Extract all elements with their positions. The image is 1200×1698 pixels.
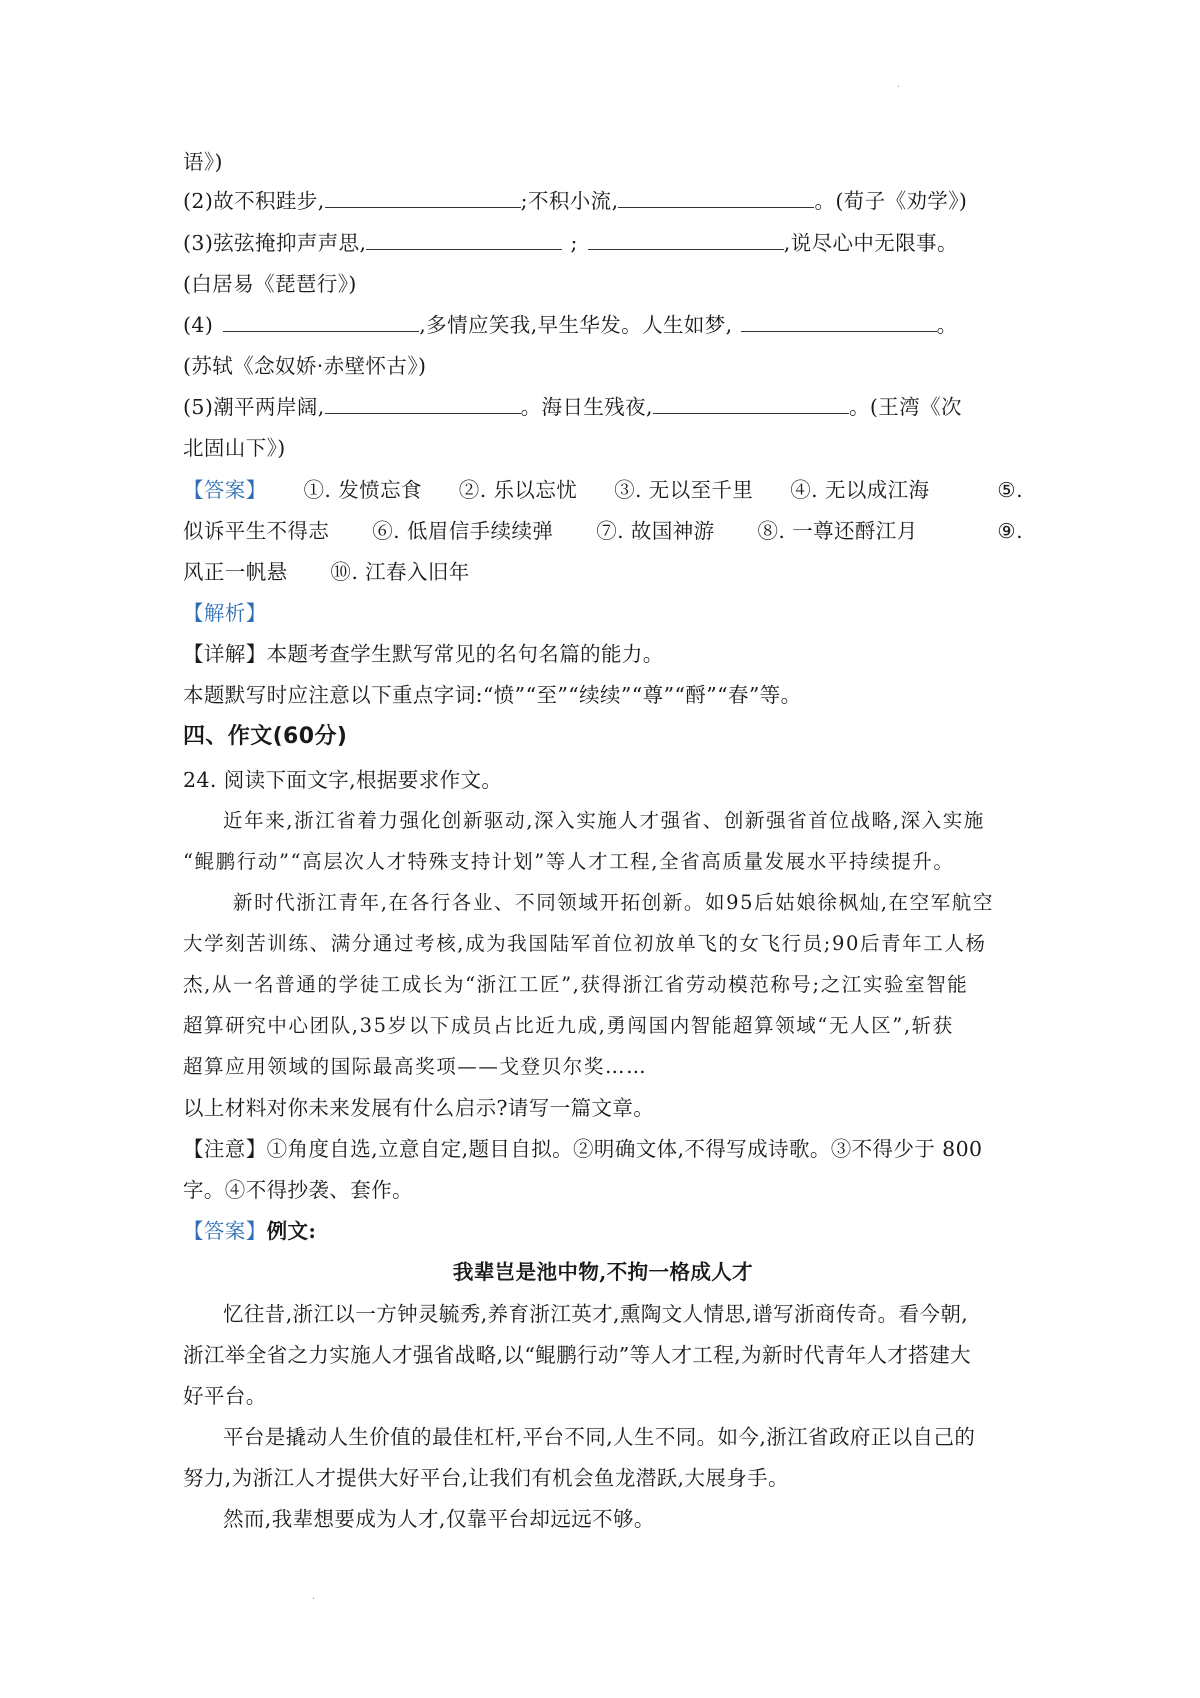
answer-blank[interactable] xyxy=(653,397,849,414)
material-line: 超算应用领域的国际最高奖项——戈登贝尔奖…… xyxy=(183,1055,648,1078)
text-line: 语》) xyxy=(183,150,223,174)
question-2: (2)故不积跬步, ;不积小流, 。(荀子《劝学》) xyxy=(183,189,968,213)
answer-item: ⑦. 故国神游 xyxy=(596,519,715,543)
answer-blank[interactable] xyxy=(325,397,521,414)
writing-prompt: 以上材料对你未来发展有什么启示?请写一篇文章。 xyxy=(183,1096,655,1120)
answer-tag: 【答案】 xyxy=(183,478,267,502)
answer-item: ⑧. 一尊还酹江月 xyxy=(757,519,918,543)
answer-item: 风正一帆悬 xyxy=(183,560,288,584)
essay-line: 浙江举全省之力实施人才强省战略,以“鲲鹏行动”等人才工程,为新时代青年人才搭建大 xyxy=(183,1343,971,1367)
analysis-tag: 【解析】 xyxy=(183,601,267,625)
material-line: “鲲鹏行动”“高层次人才特殊支持计划”等人才工程,全省高质量发展水平持续提升。 xyxy=(183,850,955,873)
question-4: (4) ,多情应笑我,早生华发。人生如梦, 。 xyxy=(183,313,958,337)
answer-blank[interactable] xyxy=(223,315,419,332)
section-heading: 四、作文(60分) xyxy=(183,724,348,749)
essay-line: 努力,为浙江人才提供大好平台,让我们有机会鱼龙潜跃,大展身手。 xyxy=(183,1466,789,1490)
answer-item: ①. 发愤忘食 xyxy=(303,478,422,502)
answer-blank[interactable] xyxy=(741,315,937,332)
answer-item: ⑥. 低眉信手续续弹 xyxy=(372,519,554,543)
answer-blank[interactable] xyxy=(588,233,784,250)
answer-item: ②. 乐以忘忧 xyxy=(458,478,578,502)
answer-blank[interactable] xyxy=(325,191,521,208)
source-line: 北固山下》) xyxy=(183,436,286,460)
answer-row-3 xyxy=(183,558,470,586)
answer-item: ⑩. 江春入旧年 xyxy=(330,560,470,584)
essay-line: 平台是撬动人生价值的最佳杠杆,平台不同,人生不同。如今,浙江省政府正以自己的 xyxy=(223,1425,976,1449)
answer-item: ⑨. xyxy=(997,519,1023,543)
example-label: 例文: xyxy=(266,1219,317,1243)
scan-speck-top: · xyxy=(897,82,901,93)
answer-row-1 xyxy=(183,476,1023,504)
answer-blank[interactable] xyxy=(366,233,562,250)
material-line: 大学刻苦训练、满分通过考核,成为我国陆军首位初放单飞的女飞行员;90后青年工人杨 xyxy=(183,932,987,955)
answer-tag: 【答案】 xyxy=(183,1219,267,1243)
essay-title: 我辈岂是池中物,不拘一格成人才 xyxy=(452,1260,754,1284)
notice-line: 【注意】①角度自选,立意自定,题目自拟。②明确文体,不得写成诗歌。③不得少于 800 xyxy=(183,1137,983,1161)
answer-item: ③. 无以至千里 xyxy=(614,478,754,502)
essay-line: 好平台。 xyxy=(183,1384,267,1408)
analysis-detail: 【详解】本题考查学生默写常见的名句名篇的能力。 xyxy=(183,642,664,666)
answer-row-2 xyxy=(183,517,1023,545)
essay-line: 然而,我辈想要成为人才,仅靠平台却远远不够。 xyxy=(223,1507,655,1531)
question-5: (5)潮平两岸阔, 。海日生残夜, 。(王湾《次 xyxy=(183,395,962,419)
material-line: 杰,从一名普通的学徒工成长为“浙江工匠”,获得浙江省劳动模范称号;之江实验室智能 xyxy=(183,973,969,996)
answer-item: ⑤. xyxy=(997,478,1023,502)
notice-line: 字。④不得抄袭、套作。 xyxy=(183,1178,413,1202)
material-line: 超算研究中心团队,35岁以下成员占比近九成,勇闯国内智能超算领域“无人区”,斩获 xyxy=(183,1014,954,1037)
answer-blank[interactable] xyxy=(618,191,814,208)
question-24: 24. 阅读下面文字,根据要求作文。 xyxy=(183,768,503,792)
essay-line: 忆往昔,浙江以一方钟灵毓秀,养育浙江英才,熏陶文人情思,谱写浙商传奇。看今朝, xyxy=(223,1302,969,1326)
question-3: (3)弦弦掩抑声声思, ; ,说尽心中无限事。 xyxy=(183,231,958,255)
essay-answer-label xyxy=(183,1217,316,1245)
analysis-note: 本题默写时应注意以下重点字词:“愤”“至”“续续”“尊”“酹”“春”等。 xyxy=(183,683,802,707)
material-line: 近年来,浙江省着力强化创新驱动,深入实施人才强省、创新强省首位战略,深入实施 xyxy=(223,809,985,832)
material-line: 新时代浙江青年,在各行各业、不同领域开拓创新。如95后姑娘徐枫灿,在空军航空 xyxy=(233,891,995,914)
source-line: (苏轼《念奴娇·赤壁怀古》) xyxy=(183,354,427,378)
scan-speck-bottom: · xyxy=(312,1594,316,1605)
answer-item: ④. 无以成江海 xyxy=(790,478,930,502)
source-line: (白居易《琵琶行》) xyxy=(183,272,357,296)
answer-item: 似诉平生不得志 xyxy=(183,519,330,543)
